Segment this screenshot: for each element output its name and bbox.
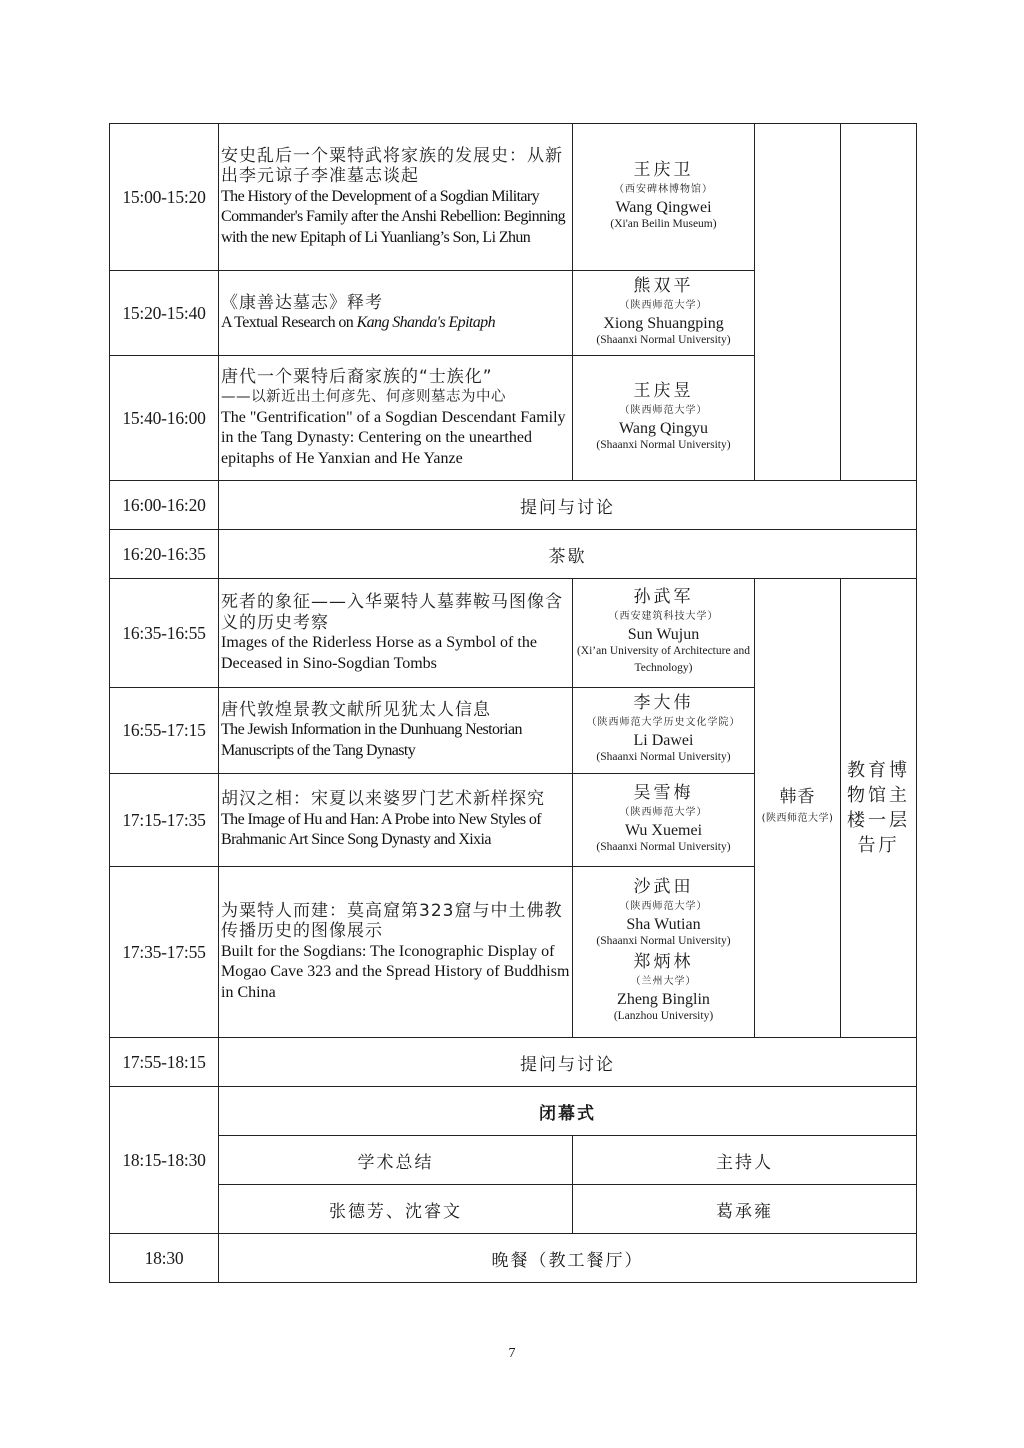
speaker-inst-en: (Shaanxi Normal University)	[596, 438, 731, 451]
speaker-inst-en: (Shaanxi Normal University)	[596, 751, 731, 763]
time-slot: 16:00-16:20	[110, 481, 219, 530]
time-slot: 15:20-15:40	[110, 271, 219, 356]
speaker-cell	[573, 124, 755, 271]
discussion-label: 提问与讨论	[219, 481, 917, 530]
speaker-name-zh: 熊双平	[633, 275, 694, 296]
dinner-label: 晚餐（教工餐厅）	[219, 1234, 917, 1283]
venue: 教育博物馆主楼一层告厅	[841, 579, 917, 1038]
speaker-cell	[573, 271, 755, 356]
speaker-inst-zh: （西安碑林博物馆）	[614, 183, 713, 195]
speaker-inst-en: (Xi'an Beilin Museum)	[610, 217, 717, 230]
page-number: 7	[508, 1346, 516, 1361]
time-slot: 16:55-17:15	[110, 688, 219, 774]
closing-value-row	[110, 1185, 917, 1234]
talk-title-en: The Image of Hu and Han: A Probe into New Styles of Brahmanic Art Since Song Dynasty and Xixia	[221, 810, 542, 849]
speaker-inst-en: (Lanzhou University)	[613, 1010, 714, 1022]
talk-title-en: The History of the Development of a Sogdian Military Commander's Family after the Anshi Rebellion: Beginning with the new Epitaph of Li Yuanliang’s Son, Li Zhun	[221, 187, 566, 246]
speaker-inst-zh: （陕西师范大学）	[619, 806, 708, 818]
schedule-row	[110, 579, 917, 688]
speaker-name-zh: 李大伟	[633, 693, 694, 713]
dinner-row	[110, 1234, 917, 1283]
speaker-inst-en: (Shaanxi Normal University)	[596, 333, 731, 346]
talk-title-zh: 《康善达墓志》释考	[221, 292, 383, 313]
schedule-row	[110, 481, 917, 530]
speaker-cell	[573, 774, 755, 867]
time-slot: 17:35-17:55	[110, 867, 219, 1038]
talk-title-en: The "Gentrification" of a Sogdian Descendant Family in the Tang Dynasty: Centering on the unearthed epitaphs of He Yanxian and He Yanze	[221, 408, 566, 467]
venue-cell-empty	[841, 124, 917, 481]
closing-row	[110, 1087, 917, 1136]
talk-topic	[219, 271, 573, 356]
speaker-name-en: Wu Xuemei	[624, 821, 703, 839]
discussion-label: 提问与讨论	[219, 1038, 917, 1087]
time-slot: 17:15-17:35	[110, 774, 219, 867]
speaker-cell	[573, 579, 755, 688]
talk-title-en: Images of the Riderless Horse as a Symbol of the Deceased in Sino-Sogdian Tombs	[221, 634, 537, 672]
speaker-name-en: Sun Wujun	[627, 626, 700, 643]
talk-topic	[219, 774, 573, 867]
speaker-inst-zh: （陕西师范大学）	[619, 901, 708, 912]
time-slot: 18:30	[110, 1234, 219, 1283]
talk-subtitle-zh: ——以新近出土何彦先、何彦则墓志为中心	[221, 389, 506, 406]
schedule-table	[109, 123, 917, 1283]
speaker-name-zh: 王庆昱	[633, 380, 694, 401]
speaker-name-en: Wang Qingwei	[615, 198, 712, 216]
talk-title-zh: 安史乱后一个粟特武将家族的发展史：从新出李元谅子李准墓志谈起	[221, 145, 563, 187]
talk-topic	[219, 867, 573, 1038]
schedule-row	[110, 530, 917, 579]
speaker-inst-en: (Shaanxi Normal University)	[596, 935, 731, 947]
tea-break-label: 茶歇	[219, 530, 917, 579]
closing-header-row	[110, 1136, 917, 1185]
talk-topic	[219, 124, 573, 271]
talk-title-zh: 死者的象征——入华粟特人墓葬鞍马图像含义的历史考察	[221, 592, 563, 633]
chair-name: 韩香	[779, 787, 816, 807]
time-slot: 16:20-16:35	[110, 530, 219, 579]
talk-topic	[219, 356, 573, 481]
speaker-cell	[573, 688, 755, 774]
talk-title-zh: 为粟特人而建：莫高窟第323窟与中土佛教传播历史的图像展示	[221, 900, 563, 942]
speaker-cell	[573, 867, 755, 1038]
speaker-cell	[573, 356, 755, 481]
time-slot: 15:40-16:00	[110, 356, 219, 481]
session-chair	[755, 579, 841, 1038]
speaker-inst-zh: （陕西师范大学历史文化学院）	[586, 717, 741, 728]
speaker-name-zh: 孙武军	[633, 587, 694, 607]
talk-title-en: The Jewish Information in the Dunhuang Nestorian Manuscripts of the Tang Dynasty	[221, 721, 522, 759]
chair-cell-empty	[755, 124, 841, 481]
speaker-name-zh: 吴雪梅	[633, 782, 694, 803]
speaker-name-en: Sha Wutian	[626, 916, 701, 933]
closing-summary-speakers: 张德芳、沈睿文	[219, 1185, 573, 1234]
schedule-row	[110, 1038, 917, 1087]
talk-topic	[219, 688, 573, 774]
talk-title-zh: 唐代敦煌景教文献所见犹太人信息	[221, 699, 491, 720]
speaker-name-zh: 沙武田	[633, 877, 694, 897]
speaker-name-zh: 王庆卫	[633, 159, 694, 180]
closing-summary-header: 学术总结	[219, 1136, 573, 1185]
chair-inst: (陕西师范大学)	[761, 813, 834, 824]
speaker-inst-zh: （兰州大学）	[630, 976, 697, 987]
talk-title-en: Built for the Sogdians: The Iconographic Display of Mogao Cave 323 and the Spread History of Buddhism in China	[221, 942, 570, 1001]
speaker-name-zh: 郑炳林	[633, 952, 694, 972]
speaker-inst-zh: （陕西师范大学）	[619, 404, 708, 416]
speaker-inst-en: (Xi’an University of Architecture and Technology)	[576, 645, 751, 674]
time-slot: 16:35-16:55	[110, 579, 219, 688]
speaker-name-en: Li Dawei	[633, 732, 694, 749]
talk-topic	[219, 579, 573, 688]
speaker-name-en: Xiong Shuangping	[603, 314, 724, 332]
talk-title-en: A Textual Research on Kang Shanda's Epitaph	[221, 314, 495, 331]
closing-host-name: 葛承雍	[573, 1185, 917, 1234]
closing-host-header: 主持人	[573, 1136, 917, 1185]
speaker-inst-zh: （陕西师范大学）	[619, 299, 708, 311]
speaker-name-en: Wang Qingyu	[619, 419, 708, 437]
schedule-row	[110, 124, 917, 271]
time-slot: 17:55-18:15	[110, 1038, 219, 1087]
speaker-name-en: Zheng Binglin	[617, 991, 710, 1008]
speaker-inst-en: (Shaanxi Normal University)	[596, 840, 731, 853]
closing-title: 闭幕式	[219, 1087, 917, 1136]
talk-title-zh: 胡汉之相：宋夏以来婆罗门艺术新样探究	[221, 789, 545, 810]
talk-title-zh: 唐代一个粟特后裔家族的“士族化”	[221, 366, 493, 387]
speaker-inst-zh: （西安建筑科技大学）	[608, 611, 719, 622]
time-slot: 18:15-18:30	[110, 1087, 219, 1234]
time-slot: 15:00-15:20	[110, 124, 219, 271]
